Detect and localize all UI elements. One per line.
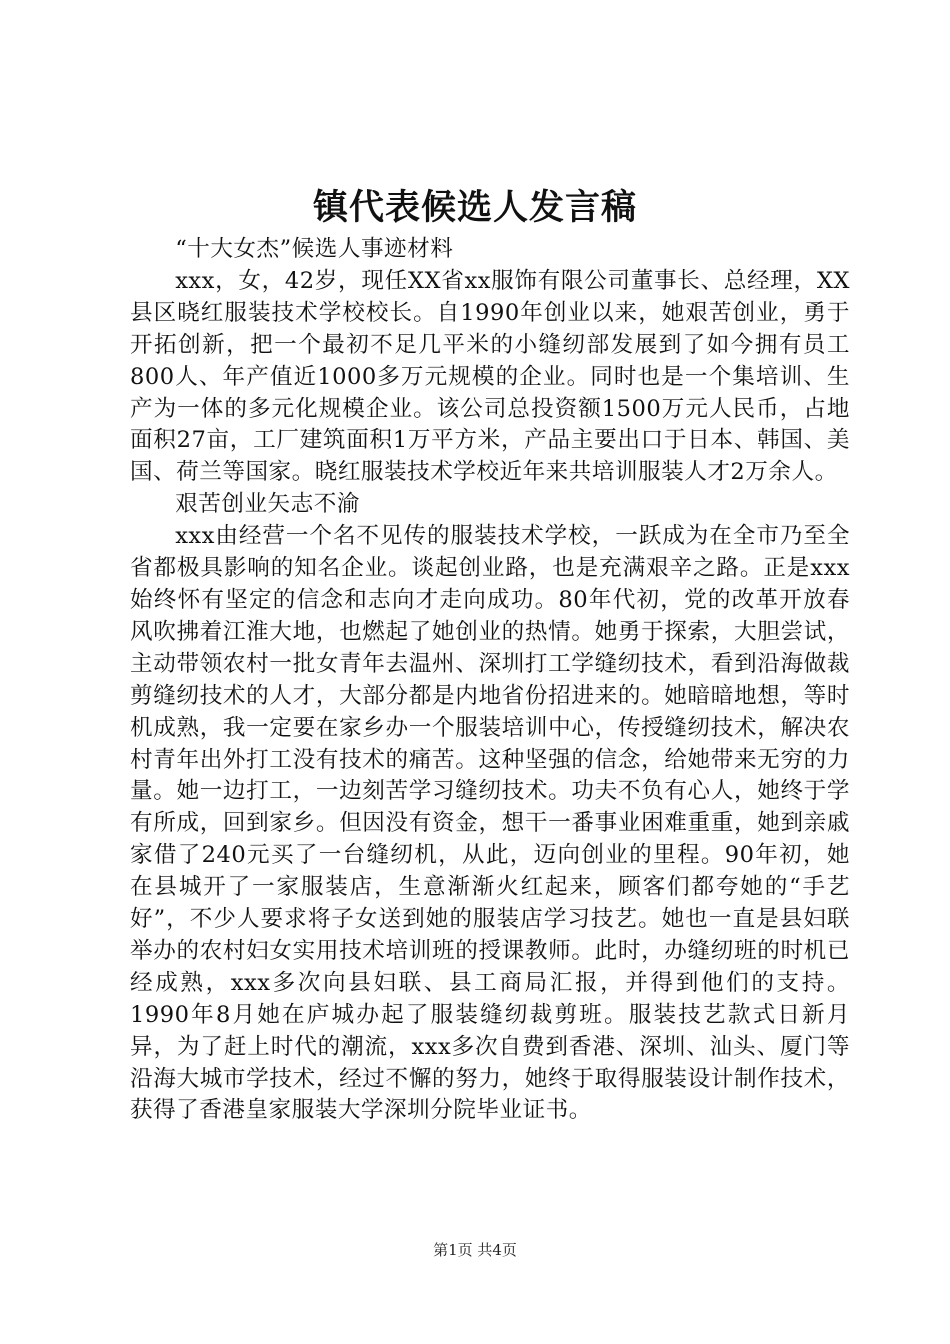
document-body bbox=[130, 234, 850, 1127]
document-title: 镇代表候选人发言稿 bbox=[312, 187, 637, 228]
paragraph-story: xxx由经营一个名不见传的服装技术学校，一跃成为在全市乃至全省都极具影响的知名企业。谈起创业路，也是充满艰辛之路。正是xxx始终怀有坚定的信念和志向才走向成功。80年代初，党的改革开放春风吹拂着江淮大地，也燃起了她创业的热情。她勇于探索，大胆尝试，主动带领农村一批女青年去温州、深圳打工学缝纫技术，看到沿海做裁剪缝纫技术的人才，大部分都是内地省份招进来的。她暗暗地想，等时机成熟，我一定要在家乡办一个服装培训中心，传授缝纫技术，解决农村青年出外打工没有技术的痛苦。这种坚强的信念，给她带来无穷的力量。她一边打工，一边刻苦学习缝纫技术。功夫不负有心人，她终于学有所成，回到家乡。但因没有资金，想干一番事业困难重重，她到亲戚家借了240元买了一台缝纫机，从此，迈向创业的里程。90年初，她在县城开了一家服装店，生意渐渐火红起来，顾客们都夸她的“手艺好”，不少人要求将子女送到她的服装店学习技艺。她也一直是县妇联举办的农村妇女实用技术培训班的授课教师。此时，办缝纫班的时机已经成熟，xxx多次向县妇联、县工商局汇报，并得到他们的支持。1990年8月她在庐城办起了服装缝纫裁剪班。服装技艺款式日新月异，为了赶上时代的潮流，xxx多次自费到香港、深圳、汕头、厦门等沿海大城市学技术，经过不懈的努力，她终于取得服装设计制作技术，获得了香港皇家服装大学深圳分院毕业证书。 bbox=[130, 523, 850, 1124]
page-number-footer: 第1页 共4页 bbox=[433, 1241, 517, 1259]
paragraph-profile: xxx，女，42岁，现任XX省xx服饰有限公司董事长、总经理，XX县区晓红服装技术学校校长。自1990年创业以来，她艰苦创业，勇于开拓创新，把一个最初不足几平米的小缝纫部发展到了如今拥有员工800人、年产值近1000多万元规模的企业。同时也是一个集培训、生产为一体的多元化规模企业。该公司总投资额1500万元人民币，占地面积27亩，工厂建筑面积1万平方米，产品主要出口于日本、韩国、美国、荷兰等国家。晓红服装技术学校近年来共培训服装人才2万余人。 bbox=[130, 267, 850, 486]
paragraph-subtitle: “十大女杰”候选人事迹材料 bbox=[175, 236, 454, 262]
paragraph-section-heading: 艰苦创业矢志不渝 bbox=[175, 491, 360, 518]
